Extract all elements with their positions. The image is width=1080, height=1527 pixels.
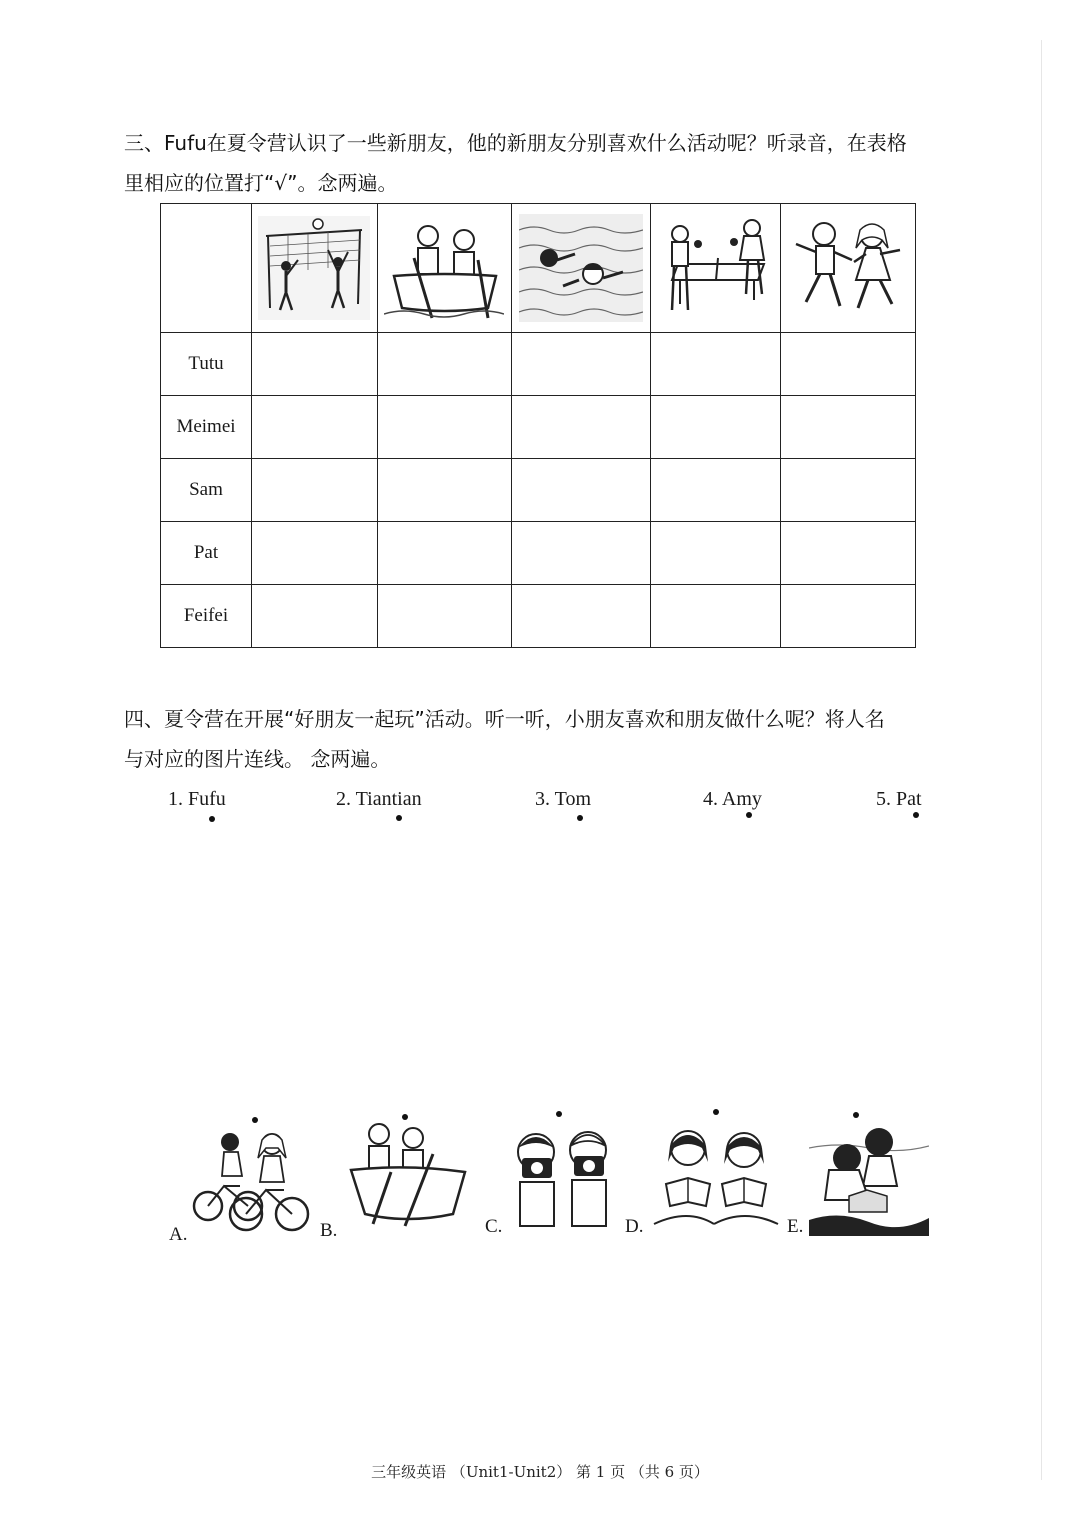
rowing-icon (384, 214, 504, 322)
corner-cell (161, 204, 252, 333)
option-letter-b: B. (320, 1220, 338, 1241)
answer-cell[interactable] (651, 459, 781, 522)
section3-instruction-line2: 里相应的位置打“√”。念两遍。 (124, 171, 398, 195)
swimming-cell (512, 204, 651, 333)
answer-cell[interactable] (377, 396, 512, 459)
section4-instruction-line1: 四、夏令营在开展“好朋友一起玩”活动。听一听，小朋友喜欢和朋友做什么呢？将人名 (124, 707, 885, 731)
answer-cell[interactable] (781, 459, 916, 522)
sandcastle-icon (809, 1124, 929, 1236)
name-dot[interactable] (396, 815, 402, 821)
row-name: Feifei (161, 585, 252, 648)
answer-cell[interactable] (252, 522, 378, 585)
answer-cell[interactable] (377, 522, 512, 585)
boating-icon (343, 1120, 469, 1230)
section4-instruction (124, 699, 974, 779)
name-dot[interactable] (209, 816, 215, 822)
row-name: Pat (161, 522, 252, 585)
answer-cell[interactable] (781, 585, 916, 648)
row-name: Meimei (161, 396, 252, 459)
picture-dot[interactable] (713, 1109, 719, 1115)
cycling-icon (190, 1128, 310, 1238)
activity-table (160, 203, 916, 648)
answer-cell[interactable] (252, 585, 378, 648)
option-letter-c: C. (485, 1216, 503, 1237)
match-name-fufu: 1. Fufu (168, 788, 226, 810)
match-name-pat: 5. Pat (876, 788, 922, 810)
name-dot[interactable] (746, 812, 752, 818)
answer-cell[interactable] (512, 333, 651, 396)
match-name-tom: 3. Tom (535, 788, 592, 810)
picture-dot[interactable] (556, 1111, 562, 1117)
row-name: Tutu (161, 333, 252, 396)
answer-cell[interactable] (781, 333, 916, 396)
option-letter-d: D. (625, 1216, 644, 1237)
answer-cell[interactable] (252, 459, 378, 522)
table-row (161, 396, 916, 459)
volleyball-cell (252, 204, 378, 333)
answer-cell[interactable] (781, 522, 916, 585)
name-dot[interactable] (577, 815, 583, 821)
answer-cell[interactable] (377, 585, 512, 648)
answer-cell[interactable] (512, 459, 651, 522)
answer-cell[interactable] (651, 522, 781, 585)
table-row (161, 522, 916, 585)
answer-cell[interactable] (377, 459, 512, 522)
section3-instruction-line1: 三、Fufu在夏令营认识了一些新朋友，他的新朋友分别喜欢什么活动呢？听录音，在表格 (124, 131, 907, 155)
row-name: Sam (161, 459, 252, 522)
picture-dot[interactable] (853, 1112, 859, 1118)
table-row (161, 459, 916, 522)
answer-cell[interactable] (512, 522, 651, 585)
table-row (161, 585, 916, 648)
answer-cell[interactable] (252, 333, 378, 396)
page-edge-line (1041, 40, 1042, 1480)
ping-pong-cell (651, 204, 781, 333)
answer-cell[interactable] (252, 396, 378, 459)
answer-cell[interactable] (377, 333, 512, 396)
option-letter-a: A. (169, 1224, 188, 1245)
answer-cell[interactable] (651, 585, 781, 648)
answer-cell[interactable] (651, 333, 781, 396)
match-name-tiantian: 2. Tiantian (336, 788, 422, 810)
section3-instruction (124, 123, 974, 203)
activity-pictures-row (161, 204, 916, 333)
section4-instruction-line2: 与对应的图片连线。 念两遍。 (124, 747, 391, 771)
answer-cell[interactable] (651, 396, 781, 459)
table-row (161, 333, 916, 396)
option-letter-e: E. (787, 1216, 804, 1237)
match-name-amy: 4. Amy (703, 788, 762, 810)
answer-cell[interactable] (512, 396, 651, 459)
name-dot[interactable] (913, 812, 919, 818)
rowing-cell (377, 204, 512, 333)
answer-cell[interactable] (781, 396, 916, 459)
reading-icon (650, 1124, 780, 1228)
swimming-icon (519, 214, 643, 322)
running-cell (781, 204, 916, 333)
page-footer: 三年级英语 （Unit1-Unit2） 第 1 页 （共 6 页） (371, 1463, 709, 1481)
picture-dot[interactable] (252, 1117, 258, 1123)
answer-cell[interactable] (512, 585, 651, 648)
volleyball-icon (258, 216, 370, 320)
ping-pong-icon (658, 214, 774, 322)
running-icon (788, 214, 908, 322)
camera-icon (506, 1124, 618, 1230)
